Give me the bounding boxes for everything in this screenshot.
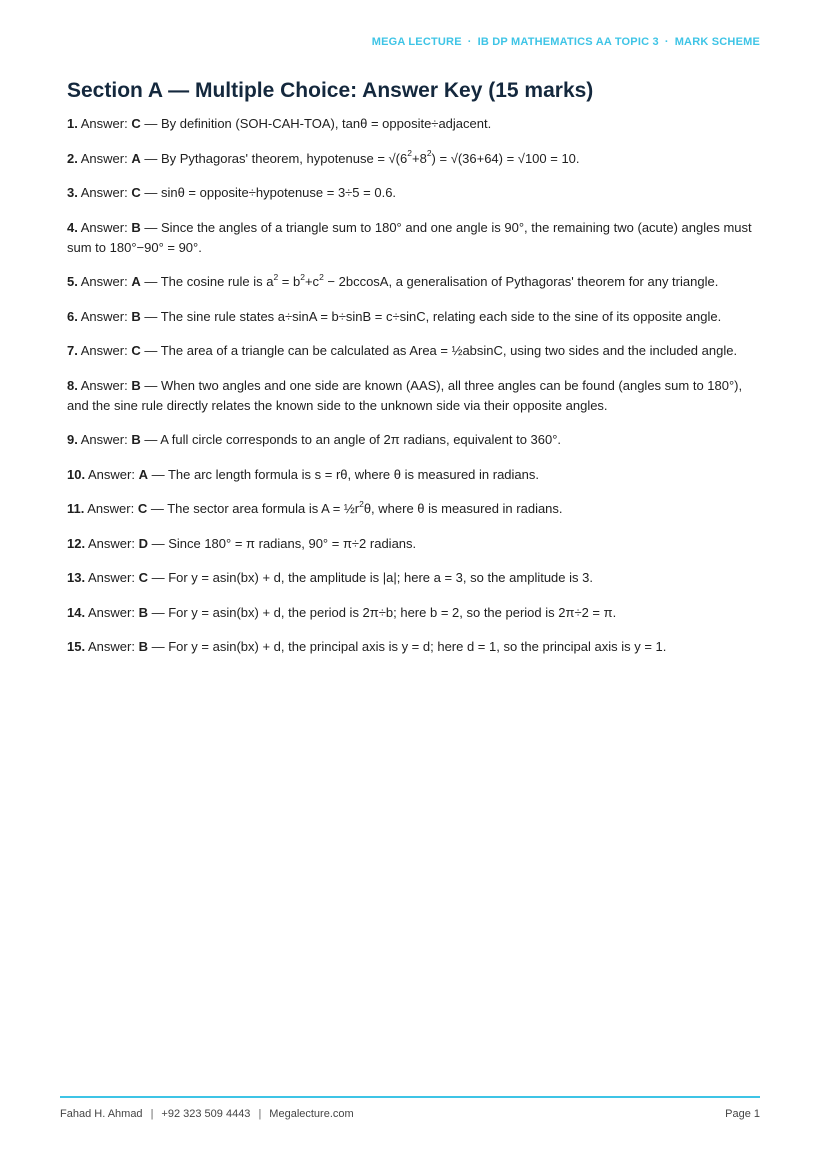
answer-number: 6.	[67, 308, 78, 324]
author-name: Fahad H. Ahmad	[60, 1108, 143, 1120]
answer-word: Answer:	[87, 466, 135, 482]
answer-explanation: — The area of a triangle can be calculated as Area = ½absinC, using two sides and the included angle.	[140, 343, 738, 358]
answer-explanation: — The sector area formula is A = ½r	[147, 501, 360, 516]
answer-item	[67, 376, 757, 416]
answer-explanation: +8	[411, 150, 427, 166]
superscript: 2	[273, 271, 279, 282]
answer-item	[67, 499, 757, 519]
answer-letter: A	[131, 274, 141, 289]
answer-number: 11.	[67, 501, 85, 516]
answer-letter: C	[131, 116, 141, 131]
answer-number: 9.	[67, 432, 78, 447]
footer-separator: |	[150, 1108, 154, 1120]
answer-item	[67, 465, 757, 485]
answer-item	[67, 568, 757, 588]
section-title: Section A — Multiple Choice: Answer Key (15 marks)	[67, 79, 594, 102]
answer-word: Answer:	[80, 377, 128, 393]
answer-explanation: ) = √(36+64) = √100 = 10.	[431, 150, 580, 166]
answer-explanation: = b	[278, 274, 301, 289]
answer-letter: B	[131, 377, 141, 393]
answer-item	[67, 114, 757, 134]
answer-word: Answer:	[80, 116, 128, 131]
phone-number: +92 323 509 4443	[161, 1108, 251, 1120]
answer-number: 3.	[67, 185, 78, 200]
answer-letter: D	[138, 535, 148, 551]
answer-number: 14.	[67, 604, 86, 620]
answer-word: Answer:	[80, 150, 128, 166]
superscript: 2	[407, 148, 412, 159]
header-course: IB DP MATHEMATICS AA TOPIC 3	[477, 36, 659, 48]
answer-explanation: — A full circle corresponds to an angle of 2π radians, equivalent to 360°.	[140, 432, 562, 447]
answer-explanation: — For y = asin(bx) + d, the period is 2π÷b; here b = 2, so the period is 2π÷2 = π.	[147, 604, 617, 620]
answer-number: 15.	[67, 639, 86, 654]
answer-letter: B	[138, 639, 148, 654]
superscript: 2	[426, 148, 432, 159]
answer-letter: A	[131, 150, 141, 166]
answer-item	[67, 534, 757, 554]
answer-letter: C	[138, 570, 148, 585]
answer-item	[67, 430, 757, 450]
answer-explanation: — The sine rule states a÷sinA = b÷sinB = c÷sinC, relating each side to the sine of its opposite angle.	[140, 308, 722, 324]
answer-number: 13.	[67, 570, 86, 585]
answer-word: Answer:	[80, 343, 128, 358]
answer-explanation: — For y = asin(bx) + d, the principal axis is y = d; here d = 1, so the principal axis is y = 1.	[147, 639, 667, 654]
answer-list	[67, 114, 757, 672]
answer-number: 1.	[67, 116, 78, 131]
answer-word: Answer:	[80, 185, 128, 200]
answer-word: Answer:	[80, 432, 128, 447]
answer-explanation: — For y = asin(bx) + d, the amplitude is |a|; here a = 3, so the amplitude is 3.	[147, 570, 593, 585]
superscript: 2	[300, 271, 305, 282]
answer-item	[67, 218, 757, 258]
answer-item	[67, 637, 757, 657]
answer-word: Answer:	[87, 501, 135, 516]
answer-number: 5.	[67, 274, 78, 289]
footer-divider	[60, 1096, 760, 1098]
superscript: 2	[359, 498, 364, 509]
answer-explanation: — Since 180° = π radians, 90° = π÷2 radians.	[147, 535, 417, 551]
answer-letter: B	[138, 604, 148, 620]
answer-item	[67, 149, 757, 169]
answer-explanation: — By definition (SOH-CAH-TOA), tanθ = opposite÷adjacent.	[140, 116, 492, 131]
answer-word: Answer:	[87, 639, 135, 654]
header-separator: ·	[664, 36, 669, 48]
page-number: Page 1	[725, 1108, 760, 1120]
answer-word: Answer:	[87, 604, 135, 620]
website-link[interactable]: Megalecture.com	[269, 1108, 354, 1120]
answer-item	[67, 272, 757, 292]
answer-explanation: — The arc length formula is s = rθ, where θ is measured in radians.	[147, 466, 539, 482]
superscript: 2	[319, 271, 324, 282]
answer-explanation: — Since the angles of a triangle sum to 180° and one angle is 90°, the remaining two (acute) angles must sum to 180°−90° = 90°.	[67, 219, 752, 255]
answer-letter: C	[137, 501, 148, 516]
footer-contact	[60, 1108, 354, 1120]
answer-number: 10.	[67, 466, 86, 482]
footer-separator: |	[258, 1108, 262, 1120]
answer-item	[67, 603, 757, 623]
answer-explanation: − 2bccosA, a generalisation of Pythagoras' theorem for any triangle.	[323, 274, 719, 289]
answer-explanation: — The cosine rule is a	[140, 274, 274, 289]
answer-word: Answer:	[87, 535, 135, 551]
answer-item	[67, 341, 757, 361]
answer-explanation: — By Pythagoras' theorem, hypotenuse = √(6	[140, 150, 408, 166]
answer-word: Answer:	[87, 570, 135, 585]
answer-letter: C	[131, 343, 141, 358]
answer-letter: B	[131, 432, 141, 447]
answer-letter: C	[131, 185, 141, 200]
answer-explanation: θ, where θ is measured in radians.	[363, 501, 563, 516]
answer-explanation: — sinθ = opposite÷hypotenuse = 3÷5 = 0.6.	[140, 185, 397, 200]
header-separator: ·	[467, 36, 472, 48]
answer-word: Answer:	[80, 219, 128, 235]
answer-number: 12.	[67, 535, 86, 551]
answer-item	[67, 307, 757, 327]
answer-word: Answer:	[80, 308, 128, 324]
answer-letter: B	[131, 308, 141, 324]
answer-explanation: +c	[304, 274, 320, 289]
answer-letter: B	[131, 219, 141, 235]
answer-explanation: — When two angles and one side are known (AAS), all three angles can be found (angles sum to 180°), and the sine rule directly relates the known side to the unknown side via their opposite angles.	[67, 377, 743, 413]
answer-number: 4.	[67, 219, 78, 235]
answer-word: Answer:	[80, 274, 128, 289]
answer-number: 8.	[67, 377, 78, 393]
answer-number: 2.	[67, 150, 78, 166]
header-brand: MEGA LECTURE	[371, 36, 462, 48]
running-header	[372, 36, 760, 48]
answer-number: 7.	[67, 343, 78, 358]
header-doc-type: MARK SCHEME	[674, 36, 760, 48]
answer-item	[67, 183, 757, 203]
answer-letter: A	[138, 466, 148, 482]
